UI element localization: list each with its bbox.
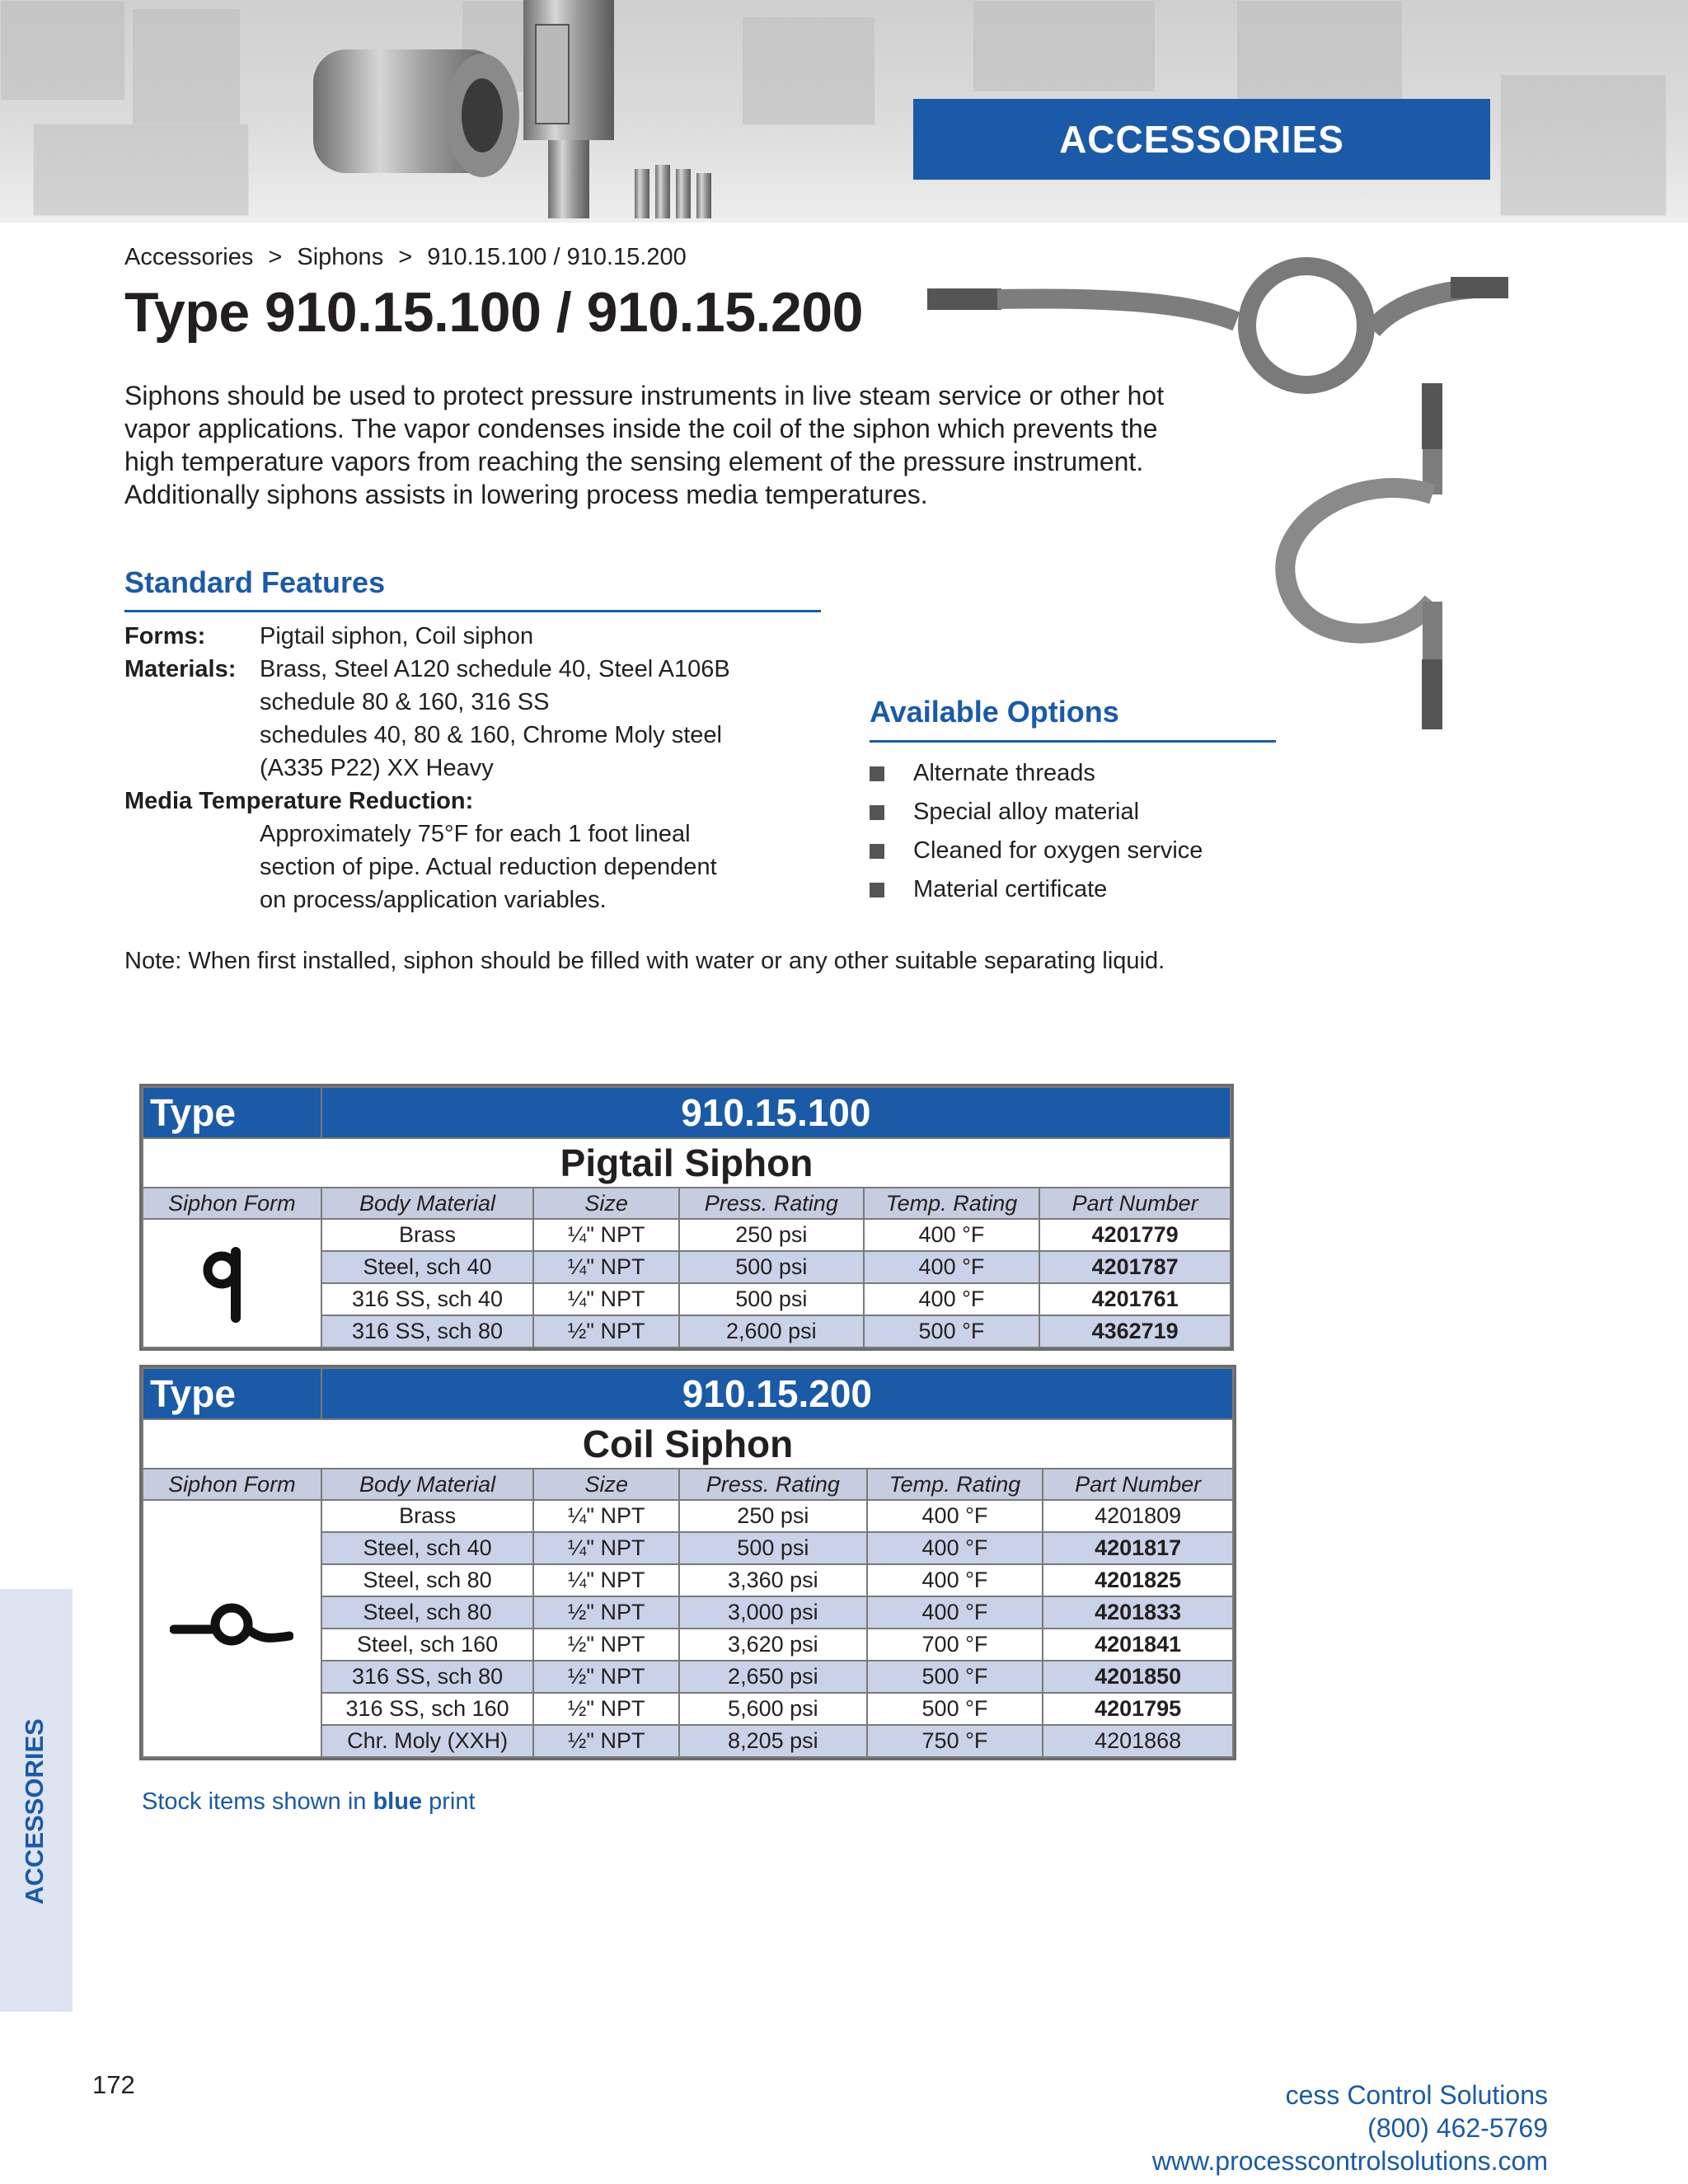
page-number: 172 bbox=[92, 2070, 135, 2099]
intro-paragraph: Siphons should be used to protect pressure instruments in live steam service or other hot vapor applications. The vapor condenses inside the coil of the siphon which prevents the high temperature vapors from reaching the sensing element of the pressure instrument. Additionally siphons assists in lowering process media temperatures. bbox=[124, 381, 1165, 509]
pigtail-siphon-photo bbox=[923, 247, 1517, 396]
body-material-cell: Steel, sch 160 bbox=[321, 1629, 534, 1661]
size-cell: ¼" NPT bbox=[533, 1251, 679, 1283]
table-name-row bbox=[143, 1138, 1231, 1188]
part-number-cell: 4201787 bbox=[1039, 1251, 1231, 1283]
size-cell: ½" NPT bbox=[533, 1596, 679, 1629]
siphon-form-cell bbox=[143, 1500, 321, 1757]
website-link[interactable]: www.processcontrolsolutions.com bbox=[1151, 2146, 1548, 2176]
page-title: Type 910.15.100 / 910.15.200 bbox=[124, 281, 863, 344]
phone-number[interactable]: (800) 462-5769 bbox=[1367, 2113, 1548, 2143]
section-divider bbox=[870, 740, 1276, 743]
coil-siphon-photo bbox=[1261, 379, 1442, 733]
column-header: Part Number bbox=[1043, 1469, 1233, 1500]
part-number-cell: 4201841 bbox=[1043, 1629, 1233, 1661]
press-rating-cell: 5,600 psi bbox=[679, 1693, 867, 1725]
available-options-heading: Available Options bbox=[870, 695, 1119, 729]
part-number-cell: 4201833 bbox=[1043, 1596, 1233, 1629]
part-number-cell: 4201817 bbox=[1043, 1532, 1233, 1564]
part-number-cell: 4362719 bbox=[1039, 1315, 1231, 1347]
pigtail-siphon-icon bbox=[199, 1235, 265, 1326]
siphon-form-cell bbox=[143, 1219, 321, 1347]
body-material-cell: 316 SS, sch 40 bbox=[321, 1283, 534, 1315]
stock-note: Stock items shown in blue print bbox=[142, 1788, 476, 1815]
column-header: Size bbox=[533, 1188, 679, 1219]
forms-label: Forms: bbox=[124, 623, 206, 649]
options-list bbox=[870, 754, 1203, 909]
table-row bbox=[143, 1500, 1233, 1532]
product-name: Pigtail Siphon bbox=[143, 1138, 1231, 1188]
column-header: Size bbox=[533, 1469, 679, 1500]
table-name-row bbox=[143, 1419, 1233, 1469]
breadcrumb bbox=[124, 244, 695, 271]
temp-rating-cell: 400 °F bbox=[864, 1219, 1040, 1251]
table-row bbox=[143, 1219, 1231, 1251]
part-number-cell: 4201779 bbox=[1039, 1219, 1231, 1251]
press-rating-cell: 3,360 psi bbox=[679, 1564, 867, 1596]
fittings-photo bbox=[297, 0, 758, 223]
list-item: Special alloy material bbox=[870, 793, 1203, 832]
standard-features-heading: Standard Features bbox=[124, 565, 386, 599]
press-rating-cell: 8,205 psi bbox=[679, 1725, 867, 1757]
table-header-row bbox=[143, 1188, 1231, 1219]
contact-block bbox=[1152, 2079, 1548, 2177]
press-rating-cell: 500 psi bbox=[679, 1251, 864, 1283]
size-cell: ½" NPT bbox=[533, 1629, 679, 1661]
body-material-cell: Chr. Moly (XXH) bbox=[321, 1725, 534, 1757]
part-number-cell: 4201868 bbox=[1043, 1725, 1233, 1757]
body-material-cell: Brass bbox=[321, 1219, 534, 1251]
temp-rating-cell: 400 °F bbox=[867, 1596, 1043, 1629]
section-tab: ACCESSORIES bbox=[913, 99, 1490, 180]
temp-rating-cell: 500 °F bbox=[867, 1693, 1043, 1725]
side-tab-label: ACCESSORIES bbox=[20, 1718, 49, 1905]
temp-rating-cell: 400 °F bbox=[864, 1251, 1040, 1283]
size-cell: ¼" NPT bbox=[533, 1283, 679, 1315]
size-cell: ½" NPT bbox=[533, 1693, 679, 1725]
body-material-cell: 316 SS, sch 80 bbox=[321, 1315, 534, 1347]
body-material-cell: Steel, sch 80 bbox=[321, 1564, 534, 1596]
section-divider bbox=[124, 610, 821, 612]
part-number-cell: 4201809 bbox=[1043, 1500, 1233, 1532]
square-bullet-icon bbox=[870, 883, 884, 898]
column-header: Body Material bbox=[321, 1469, 534, 1500]
temp-rating-cell: 700 °F bbox=[867, 1629, 1043, 1661]
breadcrumb-item: 910.15.100 / 910.15.200 bbox=[427, 244, 687, 270]
part-number-cell: 4201850 bbox=[1043, 1661, 1233, 1693]
breadcrumb-separator: > bbox=[268, 244, 283, 270]
square-bullet-icon bbox=[870, 805, 884, 820]
forms-value: Pigtail siphon, Coil siphon bbox=[260, 623, 534, 649]
size-cell: ¼" NPT bbox=[533, 1500, 679, 1532]
table-header-row bbox=[143, 1469, 1233, 1500]
column-header: Part Number bbox=[1039, 1188, 1231, 1219]
temp-rating-cell: 400 °F bbox=[864, 1283, 1040, 1315]
installation-note: Note: When first installed, siphon should be filled with water or any other suitable separating liquid. bbox=[124, 948, 1165, 974]
size-cell: ¼" NPT bbox=[533, 1564, 679, 1596]
size-cell: ½" NPT bbox=[533, 1315, 679, 1347]
temp-rating-cell: 500 °F bbox=[867, 1661, 1043, 1693]
part-number-cell: 4201795 bbox=[1043, 1693, 1233, 1725]
size-cell: ¼" NPT bbox=[533, 1219, 679, 1251]
press-rating-cell: 3,620 psi bbox=[679, 1629, 867, 1661]
body-material-cell: Steel, sch 40 bbox=[321, 1251, 534, 1283]
company-name: cess Control Solutions bbox=[1285, 2080, 1548, 2110]
product-name: Coil Siphon bbox=[143, 1419, 1233, 1469]
body-material-cell: Steel, sch 80 bbox=[321, 1596, 534, 1629]
type-value: 910.15.100 bbox=[321, 1087, 1231, 1138]
list-item: Alternate threads bbox=[870, 754, 1203, 793]
temp-rating-cell: 750 °F bbox=[867, 1725, 1043, 1757]
press-rating-cell: 500 psi bbox=[679, 1283, 864, 1315]
square-bullet-icon bbox=[870, 766, 884, 781]
table-type-row bbox=[143, 1368, 1233, 1419]
column-header: Temp. Rating bbox=[864, 1188, 1040, 1219]
part-number-cell: 4201761 bbox=[1039, 1283, 1231, 1315]
type-label: Type bbox=[143, 1368, 321, 1419]
press-rating-cell: 250 psi bbox=[679, 1500, 867, 1532]
type-value: 910.15.200 bbox=[321, 1368, 1233, 1419]
part-number-cell: 4201825 bbox=[1043, 1564, 1233, 1596]
column-header: Press. Rating bbox=[679, 1188, 864, 1219]
type-label: Type bbox=[143, 1087, 321, 1138]
size-cell: ½" NPT bbox=[533, 1661, 679, 1693]
column-header: Siphon Form bbox=[143, 1188, 321, 1219]
list-item: Material certificate bbox=[870, 870, 1203, 909]
breadcrumb-item[interactable]: Siphons bbox=[297, 244, 384, 270]
size-cell: ½" NPT bbox=[533, 1725, 679, 1757]
pigtail-siphon-table bbox=[142, 1086, 1231, 1348]
temp-rating-cell: 500 °F bbox=[864, 1315, 1040, 1347]
temp-rating-cell: 400 °F bbox=[867, 1564, 1043, 1596]
press-rating-cell: 250 psi bbox=[679, 1219, 864, 1251]
breadcrumb-item[interactable]: Accessories bbox=[124, 244, 254, 270]
column-header: Temp. Rating bbox=[867, 1469, 1043, 1500]
press-rating-cell: 3,000 psi bbox=[679, 1596, 867, 1629]
media-temp-reduction-label: Media Temperature Reduction: bbox=[124, 788, 474, 814]
body-material-cell: Steel, sch 40 bbox=[321, 1532, 534, 1564]
list-item: Cleaned for oxygen service bbox=[870, 832, 1203, 870]
temp-rating-cell: 400 °F bbox=[867, 1500, 1043, 1532]
press-rating-cell: 2,650 psi bbox=[679, 1661, 867, 1693]
coil-siphon-table bbox=[142, 1367, 1234, 1758]
column-header: Siphon Form bbox=[143, 1469, 321, 1500]
size-cell: ¼" NPT bbox=[533, 1532, 679, 1564]
table-type-row bbox=[143, 1087, 1231, 1138]
materials-value: Brass, Steel A120 schedule 40, Steel A106B schedule 80 & 160, 316 SS schedules 40, 80 & 160, Chrome Moly steel (A335 P22) XX Heavy bbox=[260, 656, 730, 781]
square-bullet-icon bbox=[870, 844, 884, 859]
breadcrumb-separator: > bbox=[398, 244, 413, 270]
column-header: Press. Rating bbox=[679, 1469, 867, 1500]
press-rating-cell: 500 psi bbox=[679, 1532, 867, 1564]
press-rating-cell: 2,600 psi bbox=[679, 1315, 864, 1347]
media-temp-reduction-value: Approximately 75°F for each 1 foot lineal section of pipe. Actual reduction dependent on process/application variables. bbox=[260, 821, 717, 913]
column-header: Body Material bbox=[321, 1188, 534, 1219]
temp-rating-cell: 400 °F bbox=[867, 1532, 1043, 1564]
coil-siphon-icon bbox=[170, 1593, 293, 1659]
body-material-cell: Brass bbox=[321, 1500, 534, 1532]
materials-label: Materials: bbox=[124, 656, 237, 682]
body-material-cell: 316 SS, sch 160 bbox=[321, 1693, 534, 1725]
body-material-cell: 316 SS, sch 80 bbox=[321, 1661, 534, 1693]
